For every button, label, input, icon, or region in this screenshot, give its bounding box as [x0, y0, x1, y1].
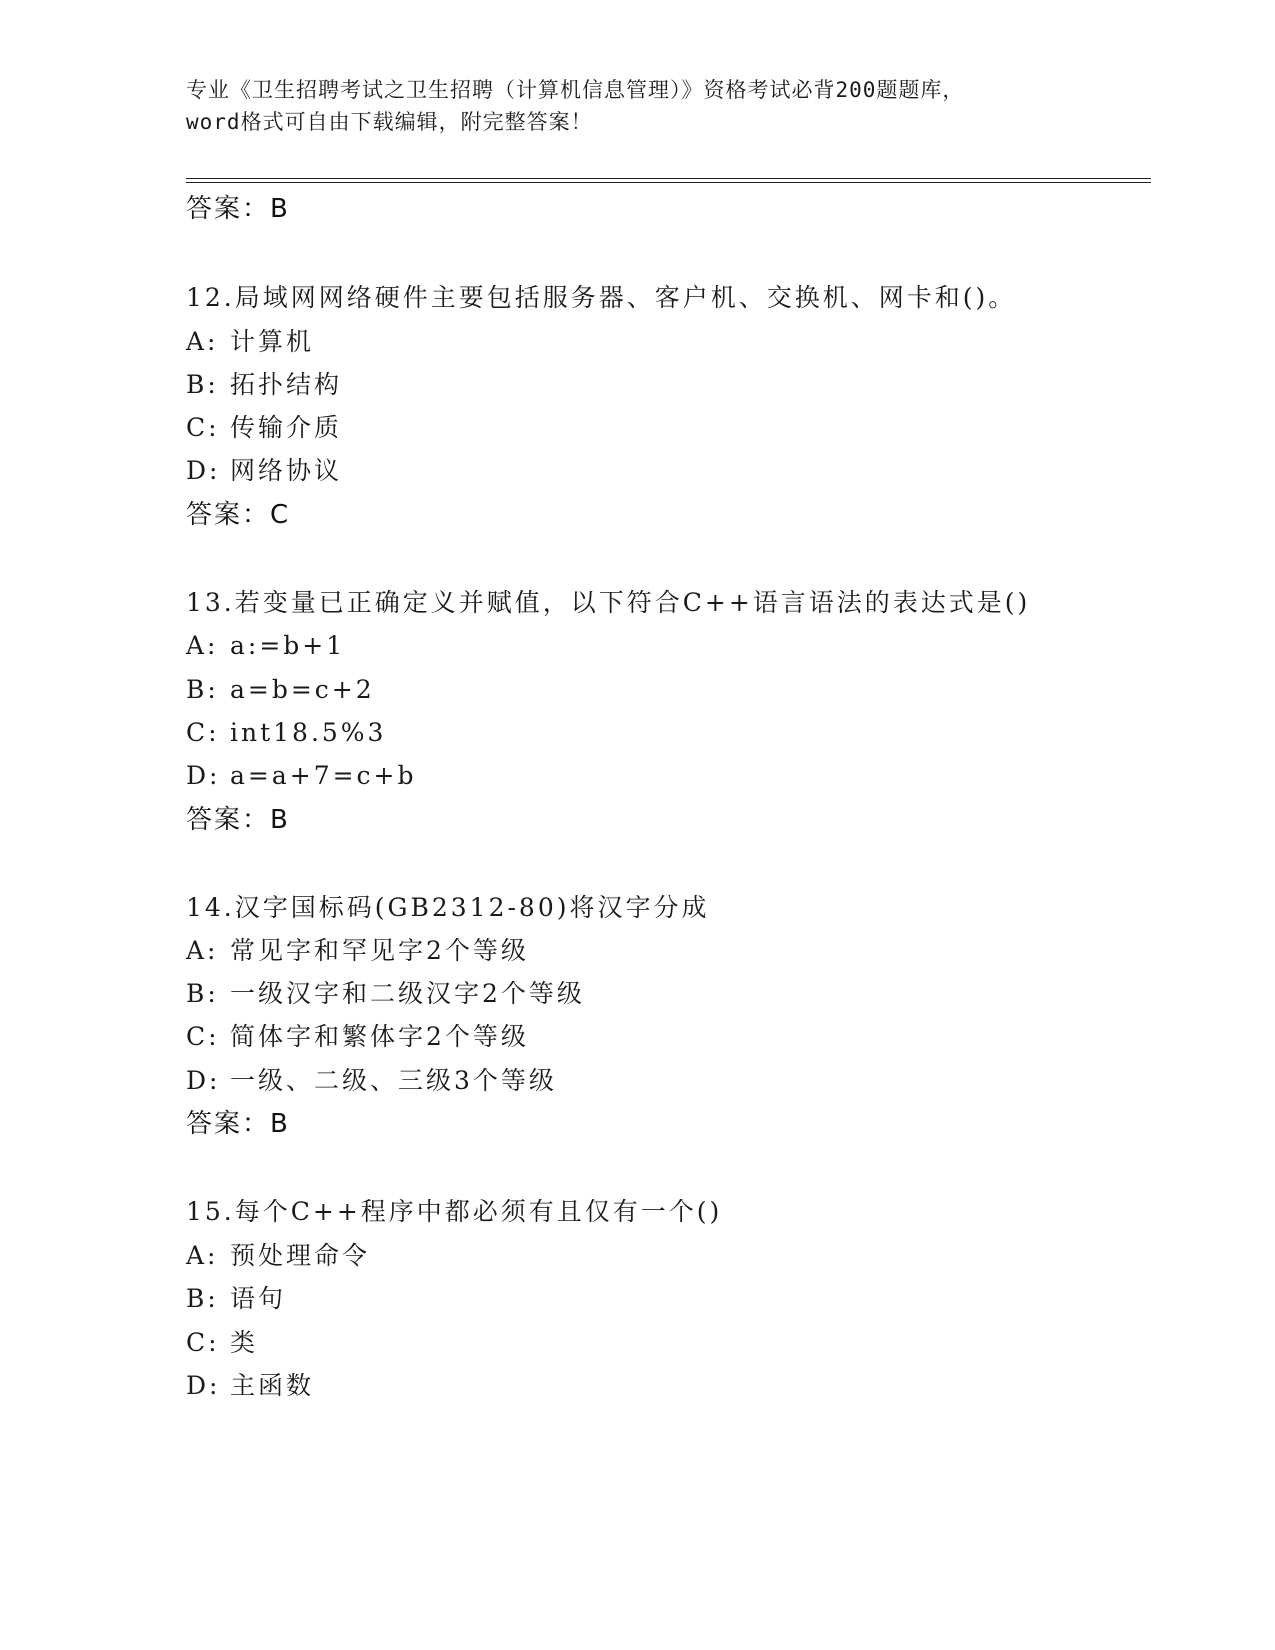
option-text: 语句 — [230, 1284, 287, 1313]
option-label: A: — [186, 1241, 219, 1270]
option-label: A: — [186, 936, 219, 965]
option-label: B: — [186, 979, 219, 1008]
option-text: 一级汉字和二级汉字2个等级 — [230, 979, 585, 1008]
question-13-option-d — [186, 760, 417, 792]
question-12-option-c — [186, 412, 342, 444]
document-header — [186, 74, 1086, 138]
question-13-option-b — [186, 674, 375, 706]
answer-line: 答案：B — [186, 194, 290, 224]
option-label: C: — [186, 413, 220, 442]
option-label: A: — [186, 327, 219, 356]
option-label: B: — [186, 1284, 219, 1313]
option-label: B: — [186, 370, 219, 399]
option-text: 一级、二级、三级3个等级 — [230, 1066, 557, 1095]
question-14-option-b — [186, 978, 585, 1010]
question-14-option-d — [186, 1065, 557, 1097]
question-14-option-c — [186, 1021, 529, 1053]
question-14-answer: 答案：B — [186, 1109, 290, 1139]
option-label: D: — [186, 456, 221, 485]
header-line-1: 专业《卫生招聘考试之卫生招聘（计算机信息管理）》资格考试必背200题题库， — [186, 78, 965, 102]
question-15-text: 15.每个C++程序中都必须有且仅有一个() — [186, 1197, 723, 1226]
option-text: 拓扑结构 — [230, 370, 343, 399]
question-13-option-a — [186, 630, 345, 662]
option-text: 预处理命令 — [230, 1241, 371, 1270]
header-line-2: word格式可自由下载编辑，附完整答案！ — [186, 110, 593, 134]
option-text: 计算机 — [230, 327, 315, 356]
option-label: D: — [186, 1066, 221, 1095]
option-text: 类 — [230, 1328, 259, 1357]
option-text: 简体字和繁体字2个等级 — [230, 1022, 529, 1051]
option-text: 传输介质 — [230, 413, 343, 442]
option-label: C: — [186, 718, 220, 747]
option-label: C: — [186, 1022, 220, 1051]
question-13-text: 13.若变量已正确定义并赋值，以下符合C++语言语法的表达式是() — [186, 588, 1031, 617]
question-12-option-a — [186, 326, 314, 358]
option-label: D: — [186, 1371, 221, 1400]
option-text: a=a+7=c+b — [230, 761, 417, 790]
header-divider-bottom — [186, 182, 1151, 183]
question-15-option-a — [186, 1240, 370, 1272]
question-13-answer: 答案：B — [186, 805, 290, 835]
question-15-option-d — [186, 1370, 314, 1402]
option-label: A: — [186, 631, 219, 660]
option-text: 主函数 — [230, 1371, 315, 1400]
question-12-answer: 答案：C — [186, 500, 291, 530]
option-label: C: — [186, 1328, 220, 1357]
question-13-option-c — [186, 717, 386, 749]
question-12-option-b — [186, 369, 342, 401]
question-15-option-c — [186, 1327, 258, 1359]
option-text: int18.5%3 — [230, 718, 387, 747]
question-12-text: 12.局域网网络硬件主要包括服务器、客户机、交换机、网卡和()。 — [186, 283, 1017, 312]
question-15-option-b — [186, 1283, 286, 1315]
question-14-option-a — [186, 935, 529, 967]
option-text: 常见字和罕见字2个等级 — [230, 936, 529, 965]
header-divider-top — [186, 178, 1151, 179]
option-text: a:=b+1 — [230, 631, 346, 660]
option-text: a=b=c+2 — [230, 675, 375, 704]
option-label: B: — [186, 675, 219, 704]
option-text: 网络协议 — [230, 456, 343, 485]
question-14-text: 14.汉字国标码(GB2312-80)将汉字分成 — [186, 893, 710, 922]
question-12-option-d — [186, 455, 342, 487]
option-label: D: — [186, 761, 221, 790]
